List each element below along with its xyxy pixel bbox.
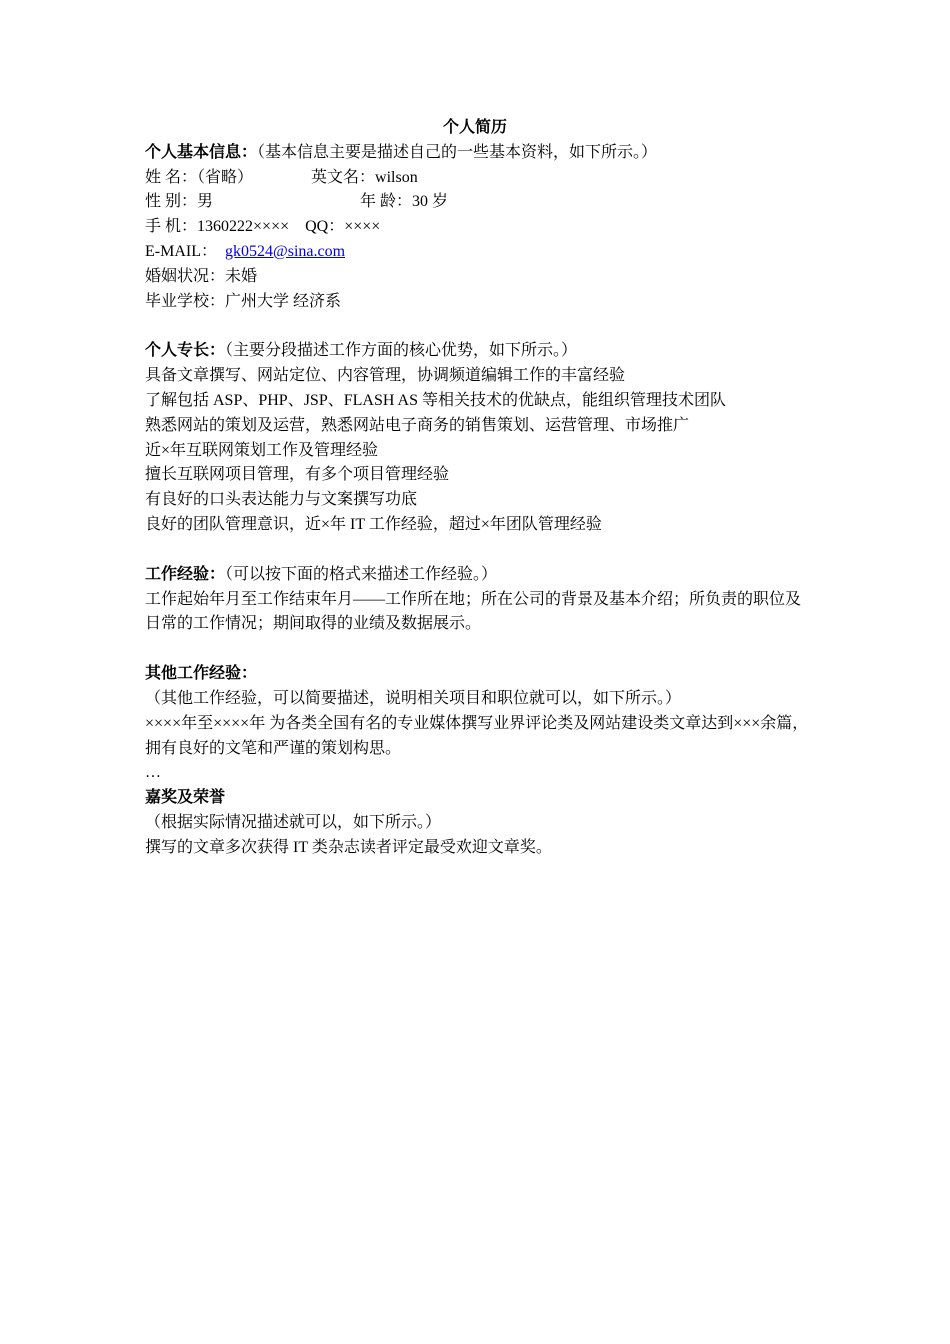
gender-row: [145, 190, 815, 215]
experience-text: 工作起始年月至工作结束年月——工作所在地；所在公司的背景及基本介绍；所负责的职位及日常的工作情况；期间取得的业绩及数据展示。: [145, 590, 802, 633]
marital-row: [145, 265, 815, 290]
qq-label: QQ：: [305, 218, 345, 236]
awards-note: （根据实际情况描述就可以，如下所示。）: [145, 813, 442, 831]
experience-heading-line: [145, 563, 815, 588]
name-label: 姓 名：: [145, 168, 198, 186]
age-label: 年 龄：: [360, 193, 413, 211]
school-label: 毕业学校：: [145, 292, 226, 310]
skill-item: 具备文章撰写、网站定位、内容管理，协调频道编辑工作的丰富经验: [145, 367, 626, 385]
spacer: [145, 538, 815, 563]
skill-item: 熟悉网站的策划及运营，熟悉网站电子商务的销售策划、运营管理、市场推广: [145, 416, 690, 434]
document-title: 个人简历: [442, 119, 507, 136]
spacer: [145, 314, 815, 339]
experience-heading: 工作经验：: [145, 565, 226, 583]
skill-item: 擅长互联网项目管理，有多个项目管理经验: [145, 466, 450, 484]
age-value: 30 岁: [412, 193, 449, 211]
name-value: （省略）: [197, 168, 254, 186]
skill-item: 良好的团队管理意识，近×年 IT 工作经验，超过×年团队管理经验: [145, 515, 602, 533]
awards-heading: 嘉奖及荣誉: [145, 789, 226, 807]
email-label: E-MAIL：: [145, 242, 217, 260]
skills-heading: 个人专长：: [145, 342, 226, 360]
skill-item: 有良好的口头表达能力与文案撰写功底: [145, 491, 418, 509]
en-name-label: 英文名：: [311, 168, 376, 186]
experience-note: （可以按下面的格式来描述工作经验。）: [225, 565, 498, 583]
other-experience-text: ××××年至××××年 为各类全国有名的专业媒体撰写业界评论类及网站建设类文章达到×××余篇，拥有良好的文笔和严谨的策划构思。: [145, 714, 809, 757]
school-value: 广州大学 经济系: [225, 292, 342, 310]
en-name-value: wilson: [375, 168, 418, 186]
marital-value: 未婚: [225, 267, 258, 285]
spacer: [145, 637, 815, 662]
phone-label: 手 机：: [145, 218, 198, 236]
skill-item: 近×年互联网策划工作及管理经验: [145, 441, 379, 459]
resume-document: [145, 116, 815, 861]
name-row: [145, 166, 815, 191]
ellipsis: …: [145, 764, 161, 782]
marital-label: 婚姻状况：: [145, 267, 226, 285]
basic-info-heading-line: [145, 141, 815, 166]
skills-note: （主要分段描述工作方面的核心优势，如下所示。）: [225, 342, 578, 360]
email-link[interactable]: gk0524@sina.com: [225, 242, 346, 260]
gender-label: 性 别：: [145, 193, 198, 211]
school-row: [145, 290, 815, 315]
other-experience-note: （其他工作经验，可以简要描述，说明相关项目和职位就可以，如下所示。）: [145, 689, 682, 707]
phone-row: [145, 215, 815, 240]
gender-value: 男: [197, 193, 214, 211]
basic-info-heading: 个人基本信息：: [145, 143, 258, 161]
phone-value: 1360222××××: [197, 218, 290, 236]
other-experience-heading: 其他工作经验：: [145, 665, 258, 683]
basic-info-note: （基本信息主要是描述自己的一些基本资料，如下所示。）: [257, 143, 658, 161]
qq-value: ××××: [344, 218, 381, 236]
awards-text: 撰写的文章多次获得 IT 类杂志读者评定最受欢迎文章奖。: [145, 838, 552, 856]
skill-item: 了解包括 ASP、PHP、JSP、FLASH AS 等相关技术的优缺点，能组织管理技术团队: [145, 391, 726, 409]
email-row: [145, 240, 815, 265]
skills-heading-line: [145, 339, 815, 364]
